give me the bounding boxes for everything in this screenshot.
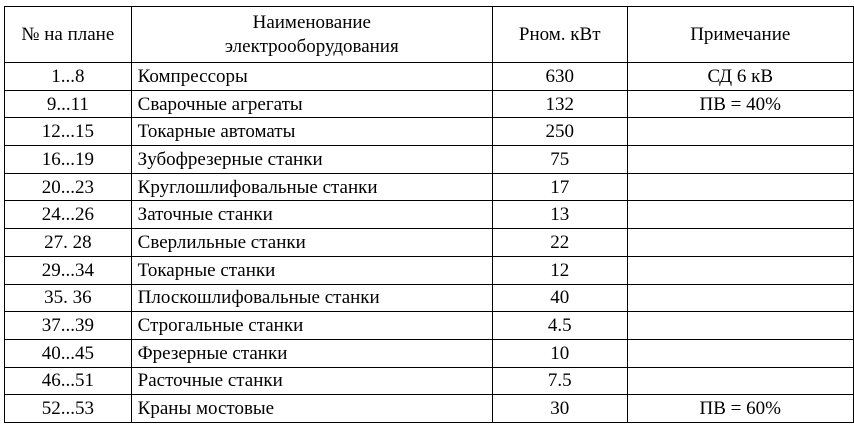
cell-name: Компрессоры	[131, 63, 492, 91]
cell-number: 1...8	[5, 63, 132, 91]
cell-power: 30	[492, 395, 627, 423]
cell-note	[627, 201, 853, 229]
table-row	[5, 201, 854, 229]
cell-name: Токарные станки	[131, 256, 492, 284]
cell-note: ПВ = 40%	[627, 90, 853, 118]
header-note: Примечание	[627, 7, 853, 63]
table-row	[5, 339, 854, 367]
table-row	[5, 118, 854, 146]
cell-name: Заточные станки	[131, 201, 492, 229]
table-row	[5, 256, 854, 284]
cell-name: Зубофрезерные станки	[131, 146, 492, 174]
cell-number: 16...19	[5, 146, 132, 174]
table-row	[5, 90, 854, 118]
cell-number: 12...15	[5, 118, 132, 146]
table-row	[5, 173, 854, 201]
cell-note: СД 6 кВ	[627, 63, 853, 91]
cell-power: 10	[492, 339, 627, 367]
cell-power: 250	[492, 118, 627, 146]
cell-power: 75	[492, 146, 627, 174]
cell-number: 20...23	[5, 173, 132, 201]
table-row	[5, 284, 854, 312]
cell-power: 12	[492, 256, 627, 284]
table-row	[5, 395, 854, 423]
cell-note	[627, 146, 853, 174]
cell-name: Токарные автоматы	[131, 118, 492, 146]
cell-power: 17	[492, 173, 627, 201]
cell-note	[627, 367, 853, 395]
cell-power: 13	[492, 201, 627, 229]
cell-name: Сварочные агрегаты	[131, 90, 492, 118]
cell-note	[627, 256, 853, 284]
cell-number: 35. 36	[5, 284, 132, 312]
cell-note	[627, 339, 853, 367]
cell-number: 24...26	[5, 201, 132, 229]
cell-power: 22	[492, 229, 627, 257]
cell-name: Строгальные станки	[131, 312, 492, 340]
equipment-table	[4, 6, 854, 423]
cell-number: 46...51	[5, 367, 132, 395]
cell-number: 29...34	[5, 256, 132, 284]
cell-name: Плоскошлифовальные станки	[131, 284, 492, 312]
cell-number: 37...39	[5, 312, 132, 340]
cell-power: 40	[492, 284, 627, 312]
header-number: № на плане	[5, 7, 132, 63]
table-row	[5, 63, 854, 91]
header-name-line2: электрооборудования	[224, 35, 399, 57]
table-row	[5, 146, 854, 174]
table-row	[5, 312, 854, 340]
header-name	[131, 7, 492, 63]
cell-power: 132	[492, 90, 627, 118]
cell-number: 9...11	[5, 90, 132, 118]
table-row	[5, 367, 854, 395]
cell-name: Краны мостовые	[131, 395, 492, 423]
cell-note	[627, 229, 853, 257]
cell-note	[627, 118, 853, 146]
cell-number: 52...53	[5, 395, 132, 423]
cell-note: ПВ = 60%	[627, 395, 853, 423]
cell-number: 27. 28	[5, 229, 132, 257]
cell-name: Расточные станки	[131, 367, 492, 395]
cell-name: Сверлильные станки	[131, 229, 492, 257]
cell-note	[627, 312, 853, 340]
table-row	[5, 229, 854, 257]
header-row	[5, 7, 854, 63]
cell-power: 4.5	[492, 312, 627, 340]
cell-name: Фрезерные станки	[131, 339, 492, 367]
cell-number: 40...45	[5, 339, 132, 367]
cell-name: Круглошлифовальные станки	[131, 173, 492, 201]
cell-power: 630	[492, 63, 627, 91]
cell-power: 7.5	[492, 367, 627, 395]
header-power: Pном. кВт	[492, 7, 627, 63]
cell-note	[627, 173, 853, 201]
cell-note	[627, 284, 853, 312]
header-name-line1: Наименование	[252, 11, 371, 33]
